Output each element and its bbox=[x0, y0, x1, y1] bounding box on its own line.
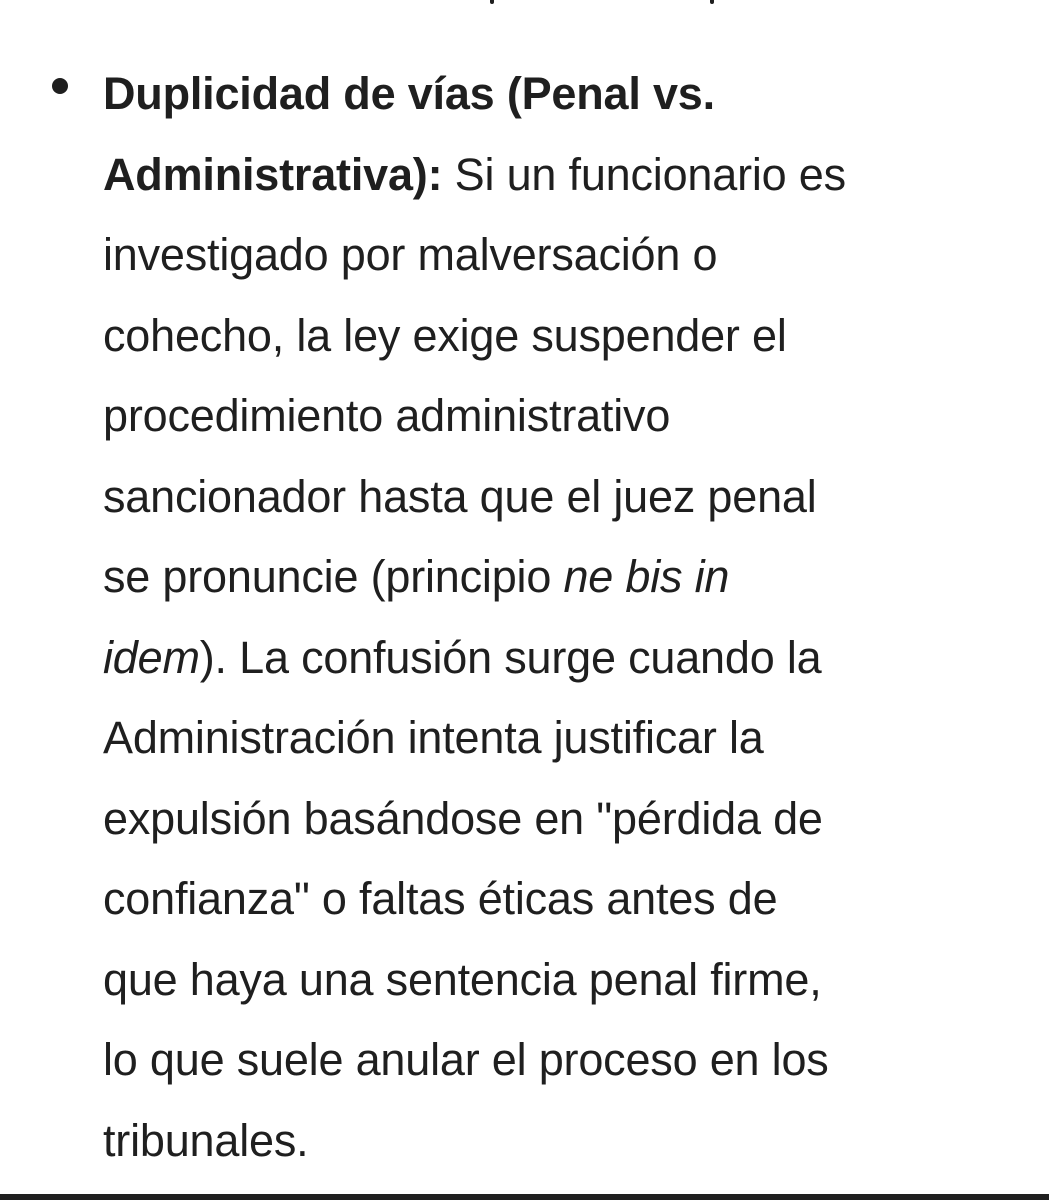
text-line: expulsión basándose en "pérdida de bbox=[103, 792, 823, 844]
text-line: procedimiento administrativo bbox=[103, 390, 671, 441]
text-line: Administración intenta justificar la bbox=[103, 712, 764, 763]
text-line: lo que suele anular el proceso en los bbox=[103, 1034, 829, 1085]
body-text: se pronuncie (principio bbox=[103, 551, 564, 602]
text-line: que haya una sentencia penal firme, bbox=[103, 953, 822, 1005]
bold-term: Duplicidad de vías (Penal vs. bbox=[103, 68, 715, 119]
latin-term: ne bis in bbox=[563, 551, 730, 602]
text-line bbox=[103, 135, 1008, 216]
body-text: Si un funcionario es bbox=[442, 148, 846, 200]
text-line: tribunales. bbox=[103, 1114, 309, 1166]
text-line bbox=[103, 537, 1008, 618]
text-line: investigado por malversación o bbox=[103, 229, 718, 280]
text-line bbox=[103, 618, 1008, 699]
bold-term: Administrativa): bbox=[103, 148, 443, 200]
bullet-icon bbox=[52, 78, 68, 94]
latin-term: idem bbox=[103, 631, 200, 683]
text-line: sancionador hasta que el juez penal bbox=[103, 470, 817, 522]
clipped-glyph bbox=[490, 0, 494, 4]
body-text: ). La confusión surge cuando la bbox=[199, 631, 822, 683]
text-line bbox=[103, 54, 1008, 135]
clipped-glyph bbox=[710, 0, 714, 4]
clipped-previous-text bbox=[440, 0, 760, 10]
text-line: confianza" o faltas éticas antes de bbox=[103, 873, 778, 924]
list-item-text bbox=[103, 54, 1008, 1181]
bottom-edge-bar bbox=[0, 1194, 1049, 1200]
text-line: cohecho, la ley exige suspender el bbox=[103, 309, 787, 361]
